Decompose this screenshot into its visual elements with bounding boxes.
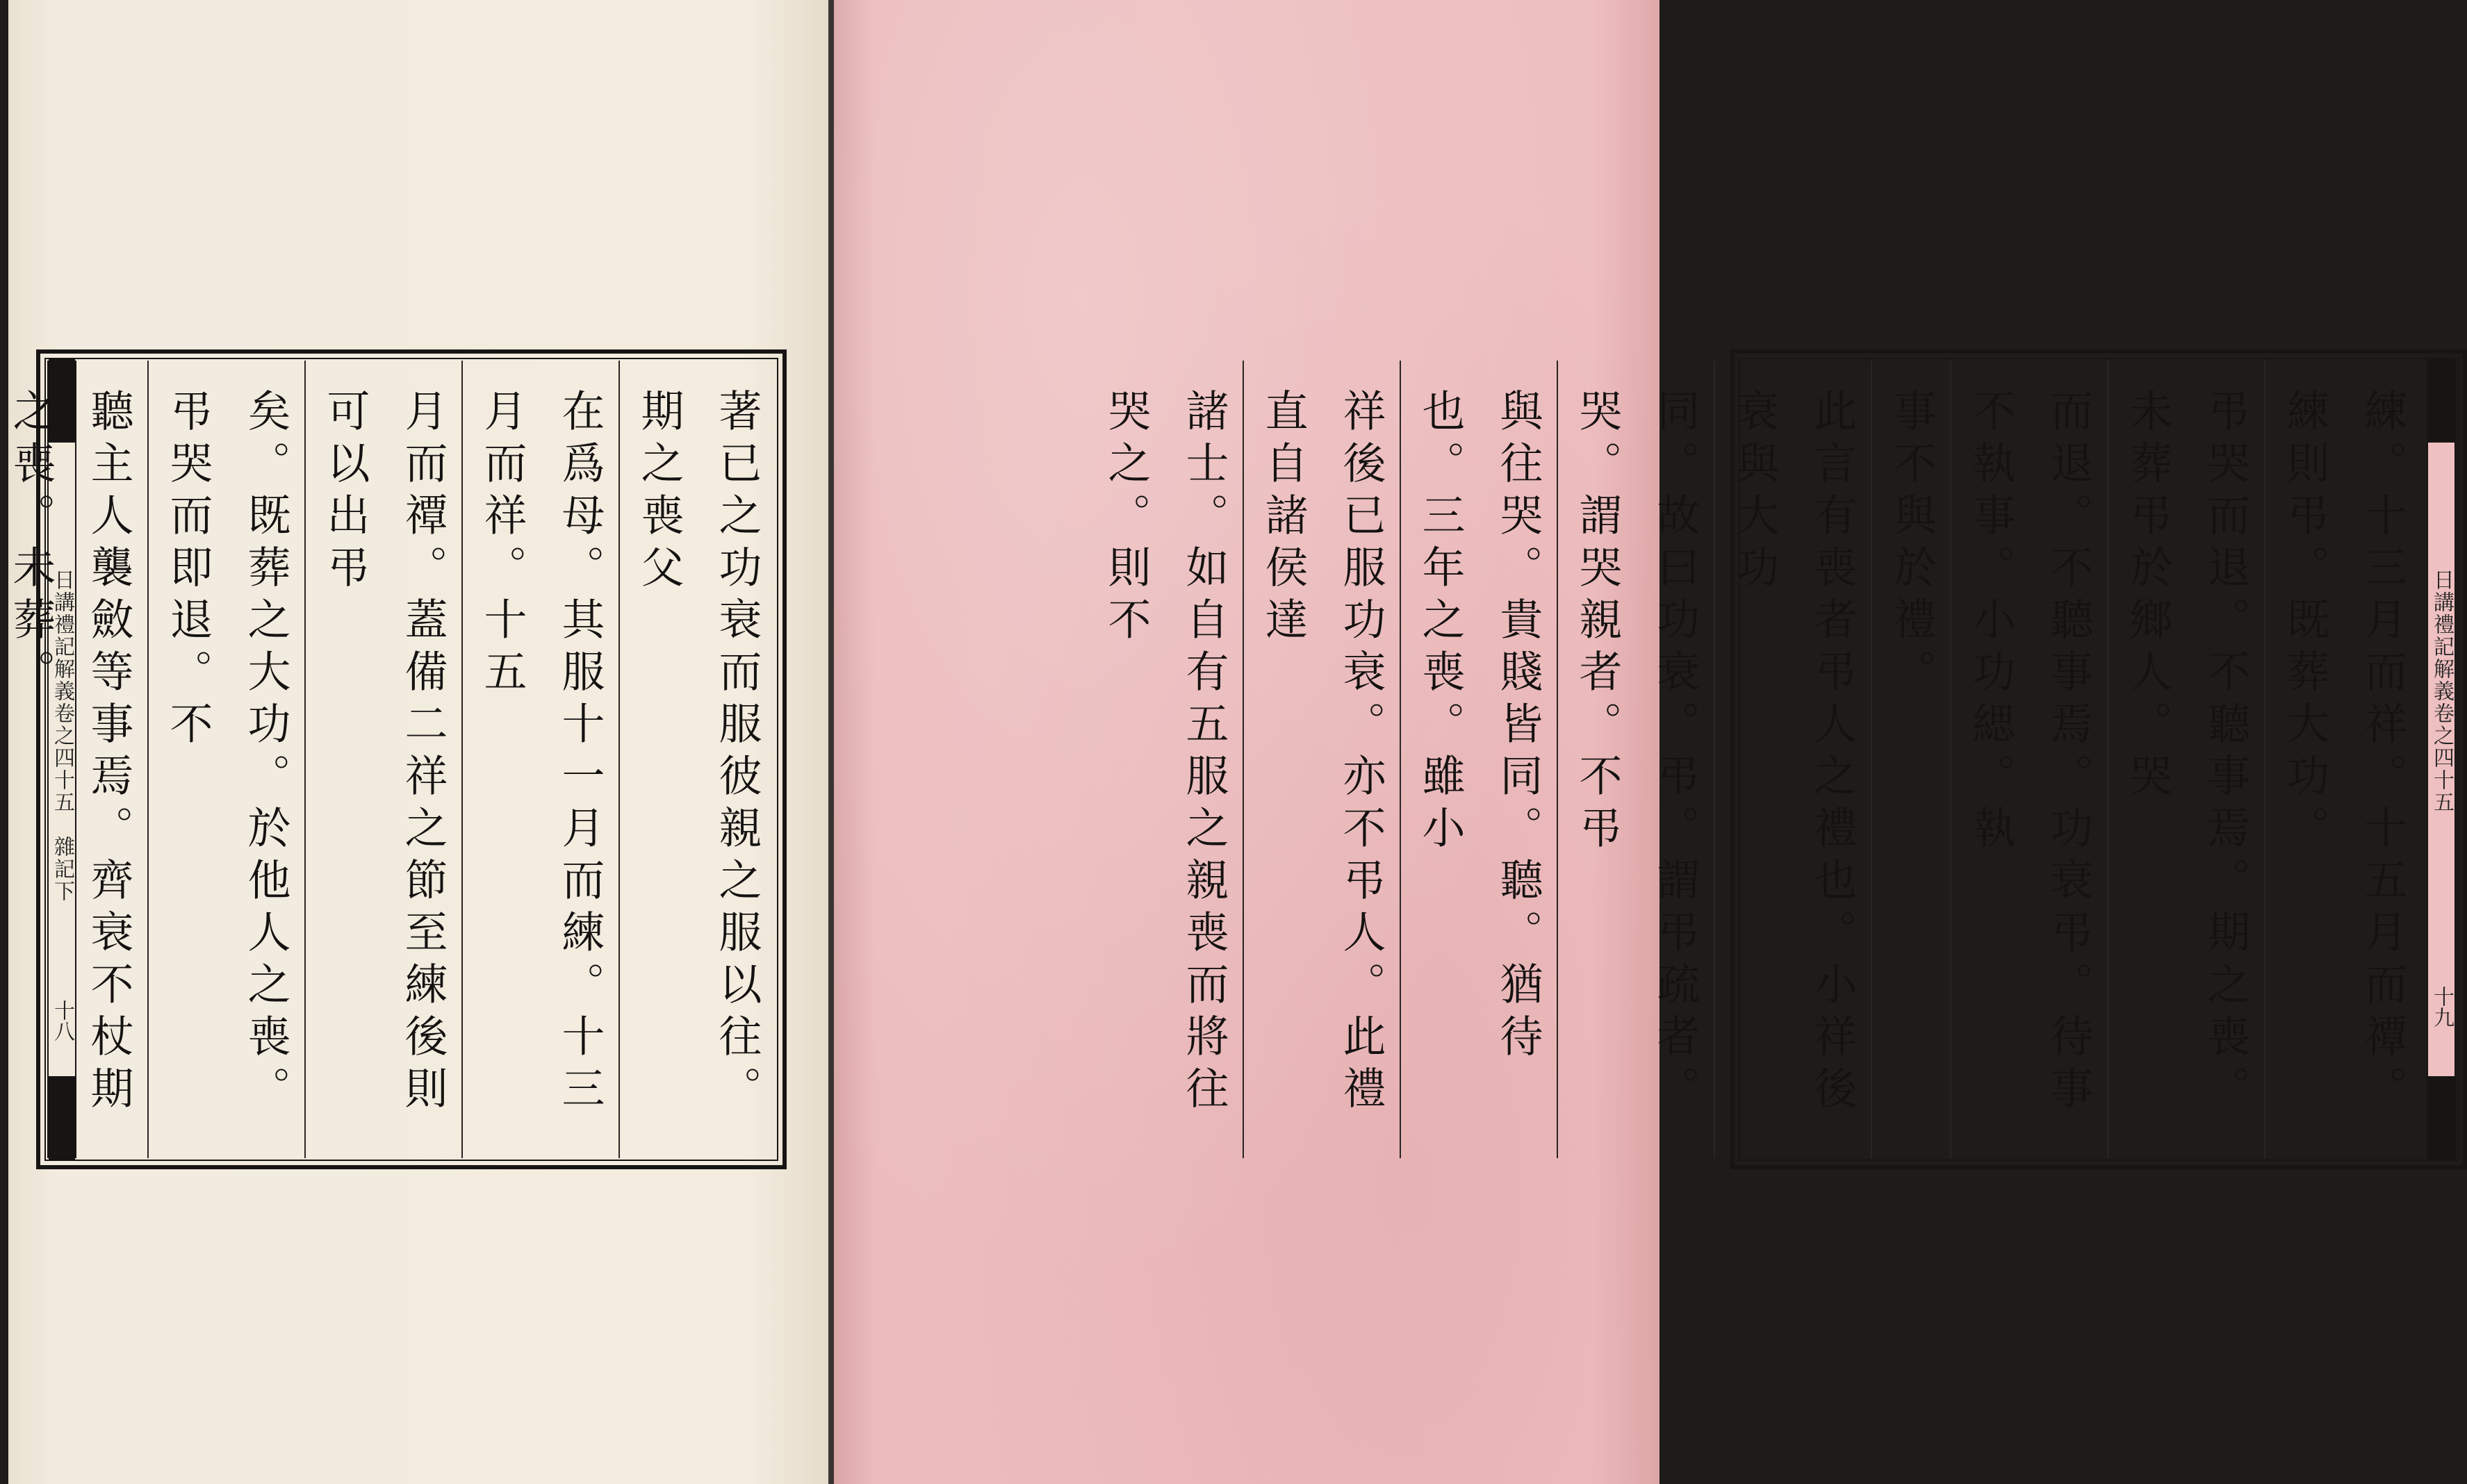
left-page	[8, 0, 828, 1484]
text-column: 弔哭而退。不聽事焉。期之喪。未葬弔於鄉人。哭	[2107, 361, 2264, 1158]
fishtail-bottom	[2428, 1076, 2454, 1160]
right-text-columns	[1101, 361, 2421, 1158]
text-column: 事不與於禮。	[1871, 361, 1950, 1158]
right-page	[834, 0, 2454, 1484]
text-column: 月而禫。蓋備二祥之節至練後則可以出弔	[304, 361, 461, 1158]
text-column: 著已之功衰而服彼親之服以往。期之喪父	[618, 361, 776, 1158]
right-text-frame	[1101, 349, 2467, 1169]
text-column: 與往哭。貴賤皆同。聽。猶待也。三年之喪。雖小	[1400, 361, 1557, 1158]
fishtail-top	[2428, 359, 2454, 443]
text-column: 矣。既葬之大功。於他人之喪。弔哭而即退。不	[147, 361, 304, 1158]
text-column: 聽主人襲斂等事焉。齊衰不杖期之喪。未葬。	[0, 361, 147, 1158]
book-spine	[828, 0, 834, 1484]
right-banxin-title: 日講禮記解義卷之四十五	[2429, 569, 2454, 814]
text-column: 祥後已服功衰。亦不弔人。此禮直自諸侯達	[1243, 361, 1400, 1158]
text-column: 練。十三月而祥。十五月而禫。練則弔。既葬大功。	[2264, 361, 2421, 1158]
left-text-frame	[6, 349, 787, 1169]
right-page-number: 十九	[2429, 986, 2454, 1028]
left-page-number: 十八	[50, 1000, 74, 1041]
text-column: 而退。不聽事焉。功衰弔。待事不執事。小功緦。執	[1950, 361, 2107, 1158]
right-banxin	[2427, 361, 2456, 1158]
text-column: 同。故曰功衰。弔。謂弔疏者。哭。謂哭親者。不弔	[1557, 361, 1714, 1158]
text-column: 此言有喪者弔人之禮也。小祥後衰與大功	[1714, 361, 1871, 1158]
text-column: 諸士。如自有五服之親喪而將往哭之。則不	[1101, 388, 1229, 1118]
banxin-section: 雜記下	[50, 836, 74, 902]
text-column: 在爲母。其服十一月而練。十三月而祥。十五	[461, 361, 618, 1158]
banxin-book-title: 日講禮記解義卷之四十五	[50, 569, 74, 814]
